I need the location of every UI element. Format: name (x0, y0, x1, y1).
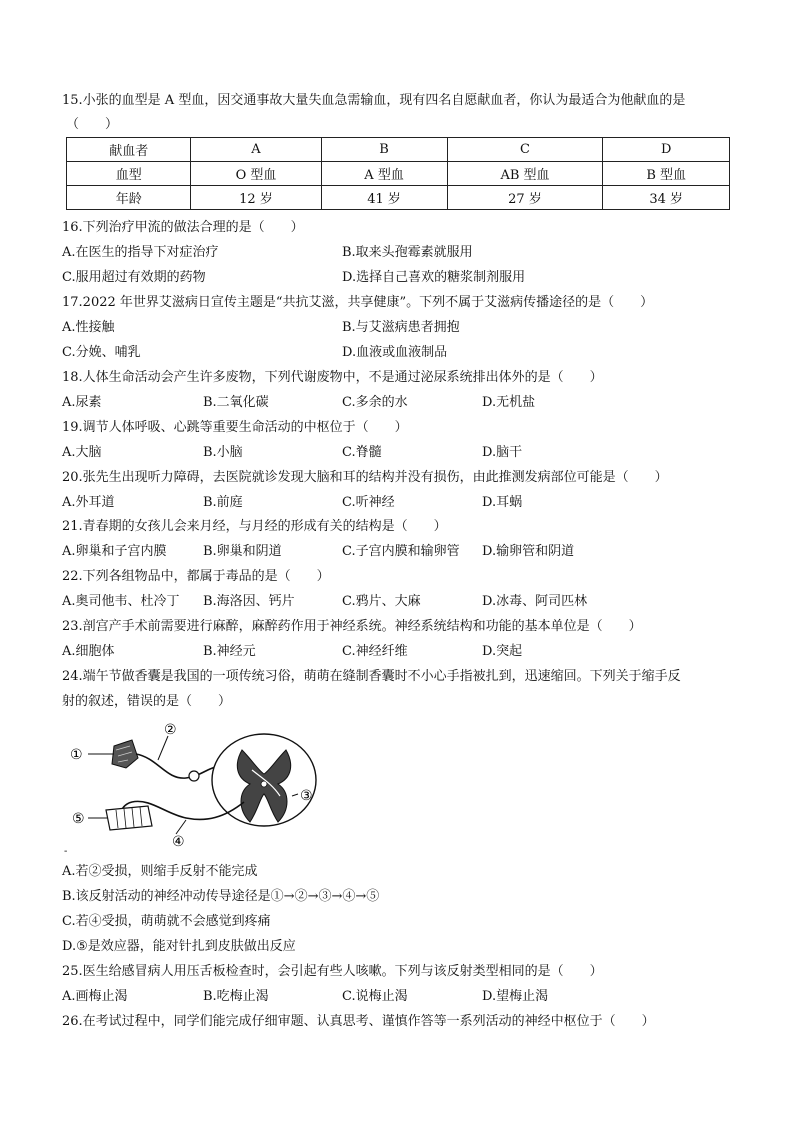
option-b: B.卵巢和阴道 (203, 544, 282, 559)
option-c: C.多余的水 (342, 395, 408, 410)
option-c: C.说梅止渴 (342, 989, 408, 1004)
option-a: A.画梅止渴 (62, 989, 128, 1004)
table-cell: 年龄 (67, 186, 191, 210)
options-row (62, 539, 734, 564)
option-a: A.细胞体 (62, 644, 115, 659)
options-row (62, 315, 734, 340)
option-a: A.在医生的指导下对症治疗 (62, 245, 219, 260)
option-b: B.海洛因、钙片 (203, 594, 295, 609)
receptor-skin (112, 740, 138, 768)
option-a: A.卵巢和子宫内膜 (62, 544, 167, 559)
question-17: 17.2022 年世界艾滋病日宣传主题是“共抗艾滋，共享健康”。下列不属于艾滋病传播途径的是（ ） (62, 295, 654, 310)
option-d: D.冰毒、阿司匹林 (482, 594, 588, 609)
option-d: D.脑干 (482, 445, 523, 460)
option-b: B.该反射活动的神经冲动传导途径是①→②→③→④→⑤ (62, 889, 380, 904)
options-row (62, 340, 734, 365)
options-row (62, 639, 734, 664)
table-cell: 41 岁 (321, 186, 447, 210)
option-d: D.突起 (482, 644, 523, 659)
question-19: 19.调节人体呼吸、心跳等重要生命活动的中枢位于（ ） (62, 420, 408, 435)
question-16: 16.下列治疗甲流的做法合理的是（ ） (62, 220, 304, 235)
table-cell: D (603, 138, 730, 162)
figure-label-3: ③ (300, 788, 313, 804)
options-row (62, 265, 734, 290)
figure-dot: - (64, 846, 68, 857)
option-c: C.分娩、哺乳 (62, 345, 141, 360)
option-b: B.取来头孢霉素就服用 (342, 245, 473, 260)
option-c: C.脊髓 (342, 445, 382, 460)
question-18: 18.人体生命活动会产生许多废物，下列代谢废物中，不是通过泌尿系统排出体外的是（ ） (62, 370, 603, 385)
question-20: 20.张先生出现听力障碍，去医院就诊发现大脑和耳的结构并没有损伤，由此推测发病部位可能是（ ） (62, 470, 668, 485)
option-a: A.外耳道 (62, 495, 115, 510)
option-b: B.二氧化碳 (203, 395, 269, 410)
option-a: A.大脑 (62, 445, 102, 460)
question-24-line-2: 射的叙述，错误的是（ ） (62, 694, 232, 709)
table-cell: B (321, 138, 447, 162)
option-d: D.望梅止渴 (482, 989, 549, 1004)
option-d: D.输卵管和阴道 (482, 544, 575, 559)
question-26: 26.在考试过程中，同学们能完成仔细审题、认真思考、谨慎作答等一系列活动的神经中枢位于（ ） (62, 1014, 655, 1029)
table-cell: 27 岁 (447, 186, 603, 210)
option-a: A.奥司他韦、杜冷丁 (62, 594, 180, 609)
option-b: B.前庭 (203, 495, 243, 510)
question-23: 23.剖宫产手术前需要进行麻醉，麻醉药作用于神经系统。神经系统结构和功能的基本单位是（ ） (62, 619, 642, 634)
option-b: B.与艾滋病患者拥抱 (342, 320, 460, 335)
option-b: B.小脑 (203, 445, 243, 460)
donor-table (66, 137, 730, 210)
question-25: 25.医生给感冒病人用压舌板检查时，会引起有些人咳嗽。下列与该反射类型相同的是（ ） (62, 964, 603, 979)
option-a: A.若②受损，则缩手反射不能完成 (62, 864, 258, 879)
option-a: A.尿素 (62, 395, 102, 410)
table-row (67, 138, 730, 162)
option-c: C.服用超过有效期的药物 (62, 270, 206, 285)
option-d: D.⑤是效应器，能对针扎到皮肤做出反应 (62, 939, 296, 954)
question-15-blank (66, 112, 738, 137)
question-15-text: 15.小张的血型是 A 型血，因交通事故大量失血急需输血，现有四名自愿献血者，你认为最适合为他献血的是 (62, 93, 686, 108)
option-c: C.神经纤维 (342, 644, 408, 659)
options-row (62, 589, 734, 614)
option-c: C.子宫内膜和输卵管 (342, 544, 460, 559)
table-cell: 12 岁 (191, 186, 321, 210)
question-24-line-1: 24.端午节做香囊是我国的一项传统习俗，萌萌在缝制香囊时不小心手指被扎到，迅速缩回。下列关于缩手反 (62, 669, 681, 684)
question-21: 21.青春期的女孩儿会来月经，与月经的形成有关的结构是（ ） (62, 519, 447, 534)
table-cell: 献血者 (67, 138, 191, 162)
reflex-arc-figure (66, 718, 322, 848)
option-b: B.神经元 (203, 644, 256, 659)
table-cell: AB 型血 (447, 162, 603, 186)
table-row (67, 186, 730, 210)
table-cell: 34 岁 (603, 186, 730, 210)
option-c: C.若④受损，萌萌就不会感觉到疼痛 (62, 914, 271, 929)
option-d: D.耳蜗 (482, 495, 523, 510)
option-c: C.听神经 (342, 495, 395, 510)
option-b: B.吃梅止渴 (203, 989, 269, 1004)
options-row (62, 984, 734, 1009)
question-15 (62, 88, 734, 113)
answer-blank: （ ） (66, 117, 119, 132)
table-cell: 血型 (67, 162, 191, 186)
option-d: D.血液或血液制品 (342, 345, 448, 360)
option-a: A.性接触 (62, 320, 115, 335)
effector-muscle (106, 806, 152, 830)
table-cell: B 型血 (603, 162, 730, 186)
question-22: 22.下列各组物品中，都属于毒品的是（ ） (62, 569, 330, 584)
table-cell: A (191, 138, 321, 162)
table-cell: A 型血 (321, 162, 447, 186)
figure-label-4: ④ (172, 834, 185, 848)
option-c: C.鸦片、大麻 (342, 594, 421, 609)
option-d: D.选择自己喜欢的糖浆制剂服用 (342, 270, 526, 285)
table-cell: O 型血 (191, 162, 321, 186)
table-row (67, 162, 730, 186)
figure-label-1: ① (70, 747, 83, 763)
options-row (62, 240, 734, 265)
options-row (62, 390, 734, 415)
table-cell: C (447, 138, 603, 162)
option-d: D.无机盐 (482, 395, 536, 410)
options-row (62, 440, 734, 465)
options-row (62, 490, 734, 515)
figure-label-2: ② (164, 722, 177, 738)
ganglion (189, 771, 199, 781)
figure-label-5: ⑤ (72, 811, 85, 827)
